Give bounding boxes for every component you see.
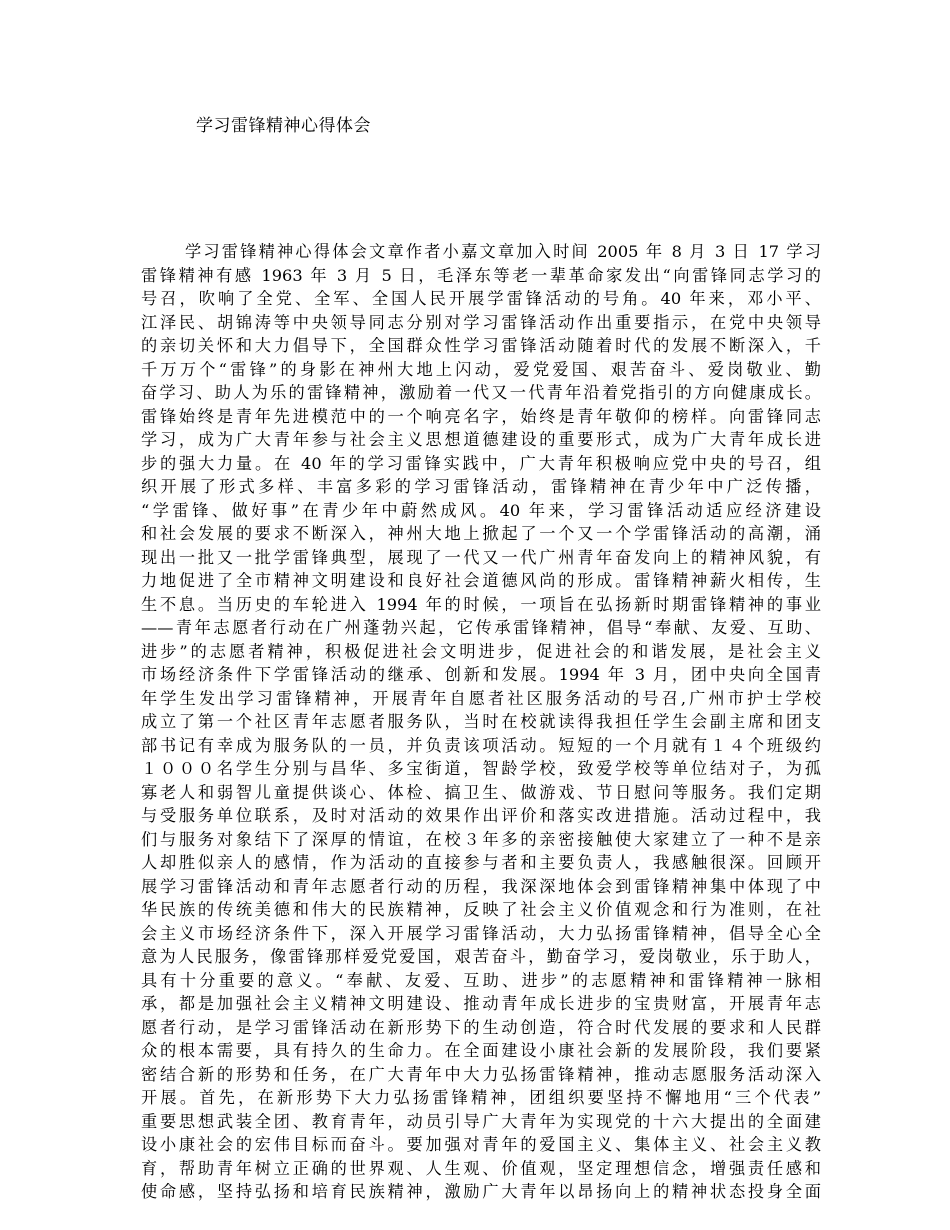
body-text-line: 意为人民服务，像雷锋那样爱党爱国，艰苦奋斗，勤奋学习，爱岗敬业，乐于助人， [141,947,821,966]
body-text-line: 号召，吹响了全党、全军、全国人民开展学雷锋活动的号角。40 年来，邓小平、 [141,289,821,308]
body-text-line: 雷锋始终是青年先进模范中的一个响亮名字，始终是青年敬仰的榜样。向雷锋同志 [141,406,821,426]
body-text-line: 步的强大力量。在 40 年的学习雷锋实践中，广大青年积极响应党中央的号召，组 [141,453,821,473]
body-text-line: 展学习雷锋活动和青年志愿者行动的历程，我深深地体会到雷锋精神集中体现了中 [141,876,821,896]
body-text-line: 和社会发展的要求不断深入，神州大地上掀起了一个又一个学雷锋活动的高潮，涌 [141,524,821,543]
body-text-line: １０００名学生分别与昌华、多宝街道，智龄学校，致爱学校等单位结对子，为孤 [141,759,821,778]
body-text-line: ——青年志愿者行动在广州蓬勃兴起，它传承雷锋精神，倡导“奉献、友爱、互助、 [141,618,821,637]
body-text-line: 进步”的志愿者精神，积极促进社会文明进步，促进社会的和谐发展，是社会主义 [141,641,821,661]
body-text-line: 生不息。当历史的车轮进入 1994 年的时候，一项旨在弘扬新时期雷锋精神的事业 [141,594,821,614]
body-text-line: 寡老人和弱智儿童提供谈心、体检、搞卫生、做游戏、节日慰问等服务。我们定期 [141,782,821,802]
body-text-line: 愿者行动，是学习雷锋活动在新形势下的生动创造，符合时代发展的要求和人民群 [141,1017,821,1037]
body-text-line: 华民族的传统美德和伟大的民族精神，反映了社会主义价值观念和行为准则，在社 [141,900,821,919]
body-text-line: 市场经济条件下学雷锋活动的继承、创新和发展。1994 年 3 月，团中央向全国青 [141,665,821,684]
body-text-line: 部书记有幸成为服务队的一员，并负责该项活动。短短的一个月就有１４个班级约 [141,735,821,755]
body-text-line: 成立了第一个社区青年志愿者服务队，当时在校就读得我担任学生会副主席和团支 [141,712,821,731]
body-text-line: 力地促进了全市精神文明建设和良好社会道德风尚的形成。雷锋精神薪火相传，生 [141,571,821,590]
body-text-line: 千万万个“雷锋”的身影在神州大地上闪动，爱党爱国、艰苦奋斗、爱岗敬业、勤 [141,359,821,379]
document-body [141,240,821,1204]
body-text-line: 密结合新的形势和任务，在广大青年中大力弘扬雷锋精神，推动志愿服务活动深入 [141,1064,821,1084]
body-text-line: 江泽民、胡锦涛等中央领导同志分别对学习雷锋活动作出重要指示，在党中央领导 [141,312,821,332]
body-text-line: 会主义市场经济条件下，深入开展学习雷锋活动，大力弘扬雷锋精神，倡导全心全 [141,923,821,943]
body-text-line: 的亲切关怀和大力倡导下，全国群众性学习雷锋活动随着时代的发展不断深入，千 [141,336,821,355]
body-text-line: 重要思想武装全团、教育青年，动员引导广大青年为实现党的十六大提出的全面建 [141,1111,821,1131]
body-text-line: 与受服务单位联系，及时对活动的效果作出评价和落实改进措施。活动过程中，我 [141,806,821,825]
body-text-line: 承，都是加强社会主义精神文明建设、推动青年成长进步的宝贵财富，开展青年志 [141,994,821,1013]
body-text-line: 众的根本需要，具有持久的生命力。在全面建设小康社会新的发展阶段，我们要紧 [141,1041,821,1060]
body-text-line: 学习，成为广大青年参与社会主义思想道德建设的重要形式，成为广大青年成长进 [141,430,821,449]
body-text-line: 们与服务对象结下了深厚的情谊，在校３年多的亲密接触使大家建立了一种不是亲 [141,829,821,849]
body-text-line: 学习雷锋精神心得体会文章作者小嘉文章加入时间 2005 年 8 月 3 日 17 学习 [185,242,821,261]
body-text-line: 使命感，坚持弘扬和培育民族精神，激励广大青年以昂扬向上的精神状态投身全面 [141,1182,821,1201]
body-text-line: 现出一批又一批学雷锋典型，展现了一代又一代广州青年奋发向上的精神风貌，有 [141,547,821,567]
body-text-line: 年学生发出学习雷锋精神，开展青年自愿者社区服务活动的号召,广州市护士学校 [141,688,821,708]
body-text-line: “学雷锋、做好事”在青少年中蔚然成风。40 年来，学习雷锋活动适应经济建设 [141,500,821,520]
body-text-line: 织开展了形式多样、丰富多彩的学习雷锋活动，雷锋精神在青少年中广泛传播， [141,477,821,496]
body-text-line: 育，帮助青年树立正确的世界观、人生观、价值观，坚定理想信念，增强责任感和 [141,1158,821,1178]
body-text-line: 具有十分重要的意义。“奉献、友爱、互助、进步”的志愿精神和雷锋精神一脉相 [141,970,821,990]
body-text-line: 奋学习、助人为乐的雷锋精神，激励着一代又一代青年沿着党指引的方向健康成长。 [141,383,821,402]
body-text-line: 开展。首先，在新形势下大力弘扬雷锋精神，团组织要坚持不懈地用“三个代表” [141,1088,821,1107]
body-text-line: 设小康社会的宏伟目标而奋斗。要加强对青年的爱国主义、集体主义、社会主义教 [141,1135,821,1154]
body-text-line: 人却胜似亲人的感情，作为活动的直接参与者和主要负责人，我感触很深。回顾开 [141,853,821,872]
document-title: 学习雷锋精神心得体会 [196,116,371,136]
body-text-line: 雷锋精神有感 1963 年 3 月 5 日，毛泽东等老一辈革命家发出“向雷锋同志学习的 [141,265,821,285]
